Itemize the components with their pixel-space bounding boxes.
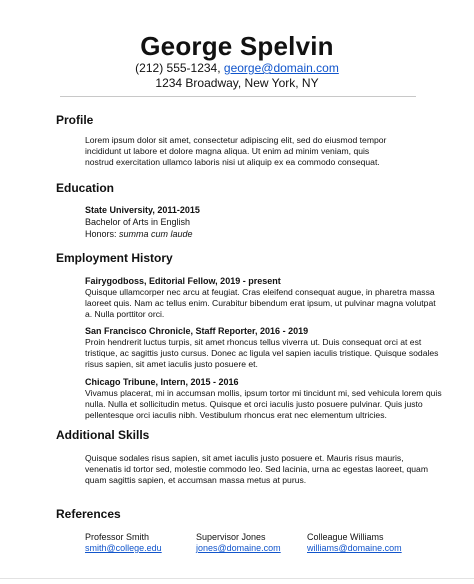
profile-line: nostrud exercitation ullamco laboris nisi ut aliquip ex ea commodo consequat.: [85, 157, 380, 167]
reference-email-link[interactable]: jones@domaine.com: [196, 543, 281, 553]
job-line: tristique, ac sagittis justo cursus. Donec ac ligula vel sapien iaculis tristique. Quisque sodales: [85, 348, 439, 358]
skills-line: Quisque sodales risus sapien, sit amet iaculis justo posuere et. Mauris risus mauris,: [85, 453, 404, 463]
candidate-name: George Spelvin: [140, 31, 334, 61]
contact-line: [0, 61, 474, 75]
job-line: pellentesque orci iaculis nibh. Vestibulum rhoncus erat nec elementum ultricies.: [85, 410, 387, 420]
reference-email-link[interactable]: williams@domaine.com: [307, 543, 402, 553]
reference-item: [85, 532, 162, 554]
email-link[interactable]: george@domain.com: [223, 61, 339, 75]
job-description: [85, 388, 442, 421]
honors-value: summa cum laude: [119, 229, 193, 239]
reference-name: Supervisor Jones: [196, 532, 266, 542]
job-line: risus sapien, sit amet iaculis justo posuere et.: [85, 359, 258, 369]
reference-email-link[interactable]: smith@college.edu: [85, 543, 162, 553]
honors-label: Honors:: [85, 229, 120, 239]
job-line: Quisque ullamcorper nec arcu at feugiat. Cras eleifend consequat augue, in pharetra massa: [85, 287, 435, 297]
section-title-skills: Additional Skills: [56, 428, 150, 442]
reference-name: Professor Smith: [85, 532, 150, 542]
job-line: Vivamus placerat, mi in accumsan mollis, ipsum tortor mi tincidunt mi, sed vehicula lorem quis: [85, 388, 442, 398]
section-title-employment: Employment History: [56, 251, 173, 265]
header-divider: [60, 96, 416, 97]
address-line: 1234 Broadway, New York, NY: [155, 76, 319, 90]
job-line: nulla. Nulla et sollicitudin metus. Quisque et orci iaculis justo posuere pulvinar. Quis justo: [85, 399, 423, 409]
profile-text: [85, 135, 386, 168]
skills-line: quam sagittis sapien, et accumsan massa metus at purus.: [85, 475, 307, 485]
phone-number: (212) 555-1234,: [135, 61, 224, 75]
profile-line: Lorem ipsum dolor sit amet, consectetur adipiscing elit, sed do eiusmod tempor: [85, 135, 387, 145]
job-heading: Chicago Tribune, Intern, 2015 - 2016: [85, 377, 239, 387]
job-line: Proin hendrerit luctus turpis, sit amet rhoncus tellus viverra ut. Duis consequat orci at est: [85, 337, 422, 347]
section-title-education: Education: [56, 181, 115, 195]
education-degree: Bachelor of Arts in English: [85, 217, 191, 227]
page-bottom-edge: [0, 578, 474, 579]
education-school: State University, 2011-2015: [85, 205, 200, 215]
job-line: laoreet quis. Nam ac tellus enim. Curabitur bibendum erat ipsum, ut pulvinar magna volutpat: [85, 298, 436, 308]
profile-line: incididunt ut labore et dolore magna aliqua. Ut enim ad minim veniam, quis: [85, 146, 370, 156]
reference-item: [307, 532, 402, 554]
job-description: [85, 287, 436, 320]
skills-text: [85, 453, 428, 486]
skills-line: venenatis id tortor sed, molestie commodo leo. Sed lacinia, urna ac egestas laoreet, quam: [85, 464, 428, 474]
section-title-profile: Profile: [56, 113, 94, 127]
reference-item: [196, 532, 281, 554]
job-line: a. Nulla porttitor orci.: [85, 309, 165, 319]
job-heading: Fairygodboss, Editorial Fellow, 2019 - present: [85, 276, 281, 286]
job-description: [85, 337, 438, 370]
job-heading: San Francisco Chronicle, Staff Reporter, 2016 - 2019: [85, 326, 309, 336]
reference-name: Colleague Williams: [307, 532, 384, 542]
section-title-references: References: [56, 507, 121, 521]
education-honors: [85, 229, 193, 240]
